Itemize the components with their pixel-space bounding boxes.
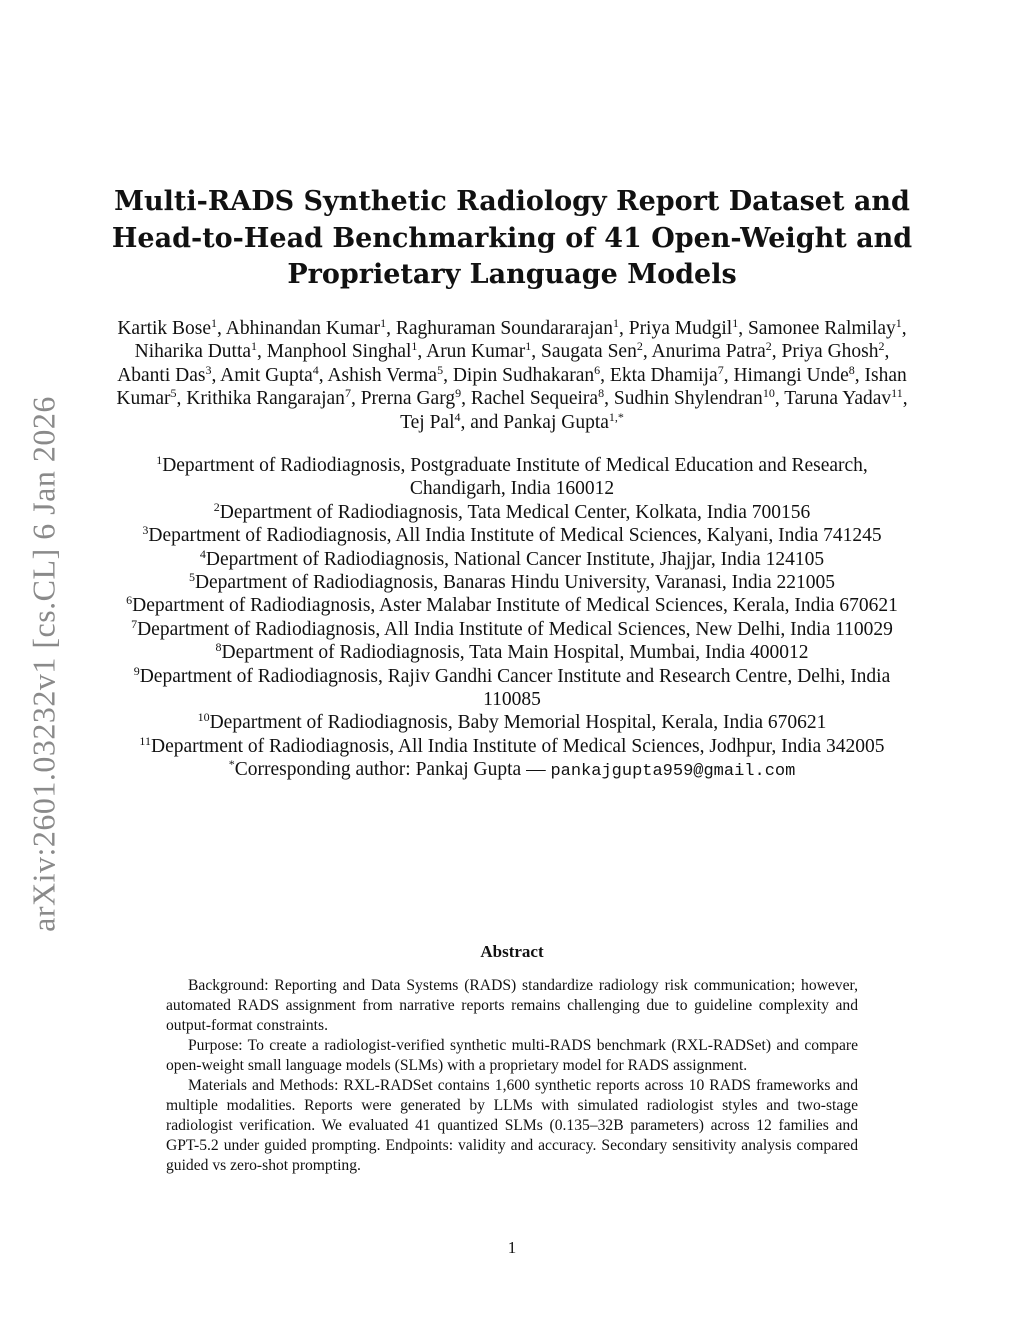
author-affil-mark: 8 <box>598 386 605 401</box>
affiliation-text: Department of Radiodiagnosis, Tata Main Hospital, Mumbai, India 400012 <box>221 642 809 664</box>
author <box>400 409 504 433</box>
affiliation-mark: 10 <box>197 710 210 725</box>
author-name: Raghuraman Soundararajan <box>395 318 613 339</box>
author-name: Sudhin Shylendran <box>613 388 763 410</box>
affiliation-text: Department of Radiodiagnosis, Tata Medical Center, Kolkata, India 700156 <box>219 501 811 523</box>
author <box>226 318 396 339</box>
author-separator: , <box>461 388 471 410</box>
author-name: Niharika Dutta <box>134 341 252 363</box>
author-separator: , <box>723 364 734 386</box>
author <box>733 362 865 386</box>
abstract-heading: Abstract <box>480 942 544 961</box>
author-separator: , <box>417 341 427 363</box>
affiliation <box>110 524 914 547</box>
author-affil-mark: 7 <box>717 362 724 377</box>
affiliation-text: Department of Radiodiagnosis, Rajiv Gandhi Cancer Institute and Research Centre, Delhi, India 110085 <box>139 665 891 711</box>
author-name: Ashish Verma <box>327 364 438 386</box>
affiliation <box>110 711 914 734</box>
affiliation-text: Department of Radiodiagnosis, Postgraduate Institute of Medical Education and Research, Chandigarh, India 160012 <box>162 455 868 500</box>
author-separator: , <box>443 364 453 386</box>
affiliation <box>110 571 914 594</box>
corresponding-author <box>110 758 914 783</box>
author-name: Ishan Kumar <box>116 364 907 410</box>
author-affil-mark: 5 <box>437 362 444 377</box>
author-affil-mark: 1 <box>525 339 532 354</box>
author-affil-mark: 2 <box>636 339 643 354</box>
author-name: Abhinandan Kumar <box>225 318 381 339</box>
author-name: Prerna Garg <box>360 388 456 410</box>
author-name: Manphool Singhal <box>266 341 412 363</box>
author <box>117 318 225 339</box>
affiliation-mark: 1 <box>156 453 163 467</box>
author-list <box>110 317 914 434</box>
author-separator: , <box>901 318 907 339</box>
author-affil-mark: 1 <box>732 316 739 330</box>
affiliation-text: Department of Radiodiagnosis, Aster Malabar Institute of Medical Sciences, Kerala, India 670621 <box>132 595 898 617</box>
author-separator: , <box>604 388 614 410</box>
author <box>609 362 734 386</box>
author-name: Samonee Ralmilay <box>747 318 896 339</box>
affiliation-list <box>110 454 914 784</box>
author-affil-mark: 6 <box>594 362 601 377</box>
author-separator: , and <box>460 411 504 433</box>
affiliation-mark: 7 <box>131 616 138 631</box>
affiliation <box>110 618 914 641</box>
author <box>327 362 453 386</box>
affiliation <box>110 454 914 501</box>
affiliation-mark: 9 <box>133 663 140 678</box>
author-affil-mark: 2 <box>878 339 885 354</box>
author-separator: , <box>211 364 221 386</box>
author <box>396 318 629 339</box>
author-separator: , <box>642 341 652 363</box>
affiliation-text: Department of Radiodiagnosis, Baby Memorial Hospital, Kerala, India 670621 <box>209 712 827 734</box>
abstract-paragraph: Background: Reporting and Data Systems (RADS) standardize radiology risk communication; however, automated RADS assignment from narrative reports remains challenging due to guideline complexity and output-format constraints. <box>166 977 858 1034</box>
author-name: Krithika Rangarajan <box>186 388 345 410</box>
author-affil-mark: 11 <box>891 386 903 401</box>
author-name: Kartik Bose <box>117 318 212 339</box>
affiliation-text: Department of Radiodiagnosis, Banaras Hindu University, Varanasi, India 221005 <box>194 572 836 594</box>
author-affil-mark: 4 <box>312 362 319 377</box>
author <box>426 341 541 362</box>
author-affil-mark: 1 <box>895 316 902 330</box>
author-affil-mark: 1 <box>380 316 387 330</box>
abstract-body <box>166 976 858 1176</box>
author-separator: , <box>350 388 361 410</box>
author-separator: , <box>884 341 890 363</box>
author-affil-mark: 7 <box>344 386 351 401</box>
author <box>652 341 782 362</box>
corresponding-label: Corresponding author: Pankaj Gupta — <box>234 759 551 781</box>
email-link[interactable]: pankajgupta959@gmail.com <box>550 762 796 782</box>
author-separator: , <box>738 318 748 339</box>
author-name: Dipin Sudhakaran <box>452 364 595 386</box>
author <box>629 318 748 339</box>
author-affil-mark: 1,* <box>608 409 624 424</box>
author <box>452 362 610 386</box>
author-affil-mark: 3 <box>205 362 212 377</box>
author <box>267 341 426 362</box>
affiliation-text: Department of Radiodiagnosis, All India Institute of Medical Sciences, New Delhi, India 110029 <box>137 618 893 640</box>
corresponding-mark: * <box>228 757 235 772</box>
affiliation <box>110 501 914 524</box>
author-affil-mark: 9 <box>455 386 462 401</box>
abstract-paragraph: Purpose: To create a radiologist-verified synthetic multi-RADS benchmark (RXL-RADSet) and compare open-weight small language models (SLMs) with a proprietary model for RADS assignment. <box>166 1037 858 1074</box>
author-name: Abanti Das <box>117 364 206 386</box>
author-affil-mark: 1 <box>251 339 258 354</box>
author-name: Pankaj Gupta <box>503 411 609 433</box>
affiliation <box>110 641 914 664</box>
paper-title: Multi-RADS Synthetic Radiology Report Dataset and Head-to-Head Benchmarking of 41 Open-Weight and Proprietary Language Models <box>111 186 913 290</box>
author <box>471 388 614 409</box>
affiliation <box>110 548 914 571</box>
author-name: Tej Pal <box>400 411 455 433</box>
author <box>117 362 221 386</box>
author <box>614 388 784 409</box>
affiliation <box>110 735 914 758</box>
author-name: Saugata Sen <box>540 341 637 363</box>
author-name: Himangi Unde <box>733 364 849 386</box>
author-separator: , <box>771 341 782 363</box>
author-affil-mark: 8 <box>848 362 855 377</box>
affiliation-mark: 4 <box>199 546 206 561</box>
author-name: Rachel Sequeira <box>470 388 599 410</box>
author-affil-mark: 5 <box>170 386 177 401</box>
affiliation <box>110 594 914 617</box>
author-separator: , <box>774 388 785 410</box>
affiliation-mark: 8 <box>215 640 222 655</box>
author <box>220 362 328 386</box>
author <box>503 409 624 433</box>
author-name: Anurima Patra <box>651 341 766 363</box>
author-affil-mark: 1 <box>411 339 418 354</box>
author <box>748 318 907 339</box>
author <box>784 388 907 409</box>
author-name: Taruna Yadav <box>784 388 892 410</box>
author <box>361 388 471 409</box>
affiliation-text: Department of Radiodiagnosis, All India Institute of Medical Sciences, Jodhpur, India 342005 <box>150 735 885 757</box>
author-separator: , <box>618 318 629 339</box>
author-name: Amit Gupta <box>220 364 313 386</box>
author <box>186 388 360 409</box>
affiliation <box>110 665 914 712</box>
affiliation-mark: 11 <box>139 733 151 748</box>
author-affil-mark: 10 <box>762 386 775 401</box>
author <box>135 341 267 362</box>
author-separator: , <box>854 364 865 386</box>
affiliation-text: Department of Radiodiagnosis, All India Institute of Medical Sciences, Kalyani, India 741245 <box>148 525 882 547</box>
author-name: Arun Kumar <box>426 341 526 363</box>
author-separator: , <box>600 364 610 386</box>
abstract-paragraph: Materials and Methods: RXL-RADSet contains 1,600 synthetic reports across 10 RADS frameworks and multiple modalities. Reports were generated by LLMs with simulated radiologist styles and two-stage radiologist verification. We evaluated 41 quantized SLMs (0.135–32B parameters) across 12 families and GPT-5.2 under guided prompting. Endpoints: validity and accuracy. Secondary sensitivity analysis compared guided vs zero-shot prompting. <box>166 1077 858 1174</box>
affiliation-mark: 6 <box>126 593 133 608</box>
author-separator: , <box>217 318 226 339</box>
author <box>541 341 652 362</box>
author-separator: , <box>318 364 328 386</box>
affiliation-mark: 2 <box>213 499 220 514</box>
author-separator: , <box>257 341 267 363</box>
author-affil-mark: 2 <box>765 339 772 354</box>
author-name: Priya Ghosh <box>781 341 879 363</box>
author-name: Priya Mudgil <box>628 318 733 339</box>
page-number: 1 <box>507 1238 517 1257</box>
author-separator: , <box>902 388 908 410</box>
affiliation-mark: 3 <box>142 523 149 538</box>
author-affil-mark: 4 <box>454 409 461 424</box>
author-affil-mark: 1 <box>211 316 218 330</box>
author-separator: , <box>176 388 187 410</box>
author-affil-mark: 1 <box>612 316 619 330</box>
arxiv-side-stamp: arXiv:2601.03232v1 [cs.CL] 6 Jan 2026 <box>25 396 62 932</box>
affiliation-text: Department of Radiodiagnosis, National Cancer Institute, Jhajjar, India 124105 <box>205 548 825 570</box>
author-separator: , <box>531 341 541 363</box>
author-separator: , <box>386 318 396 339</box>
author-name: Ekta Dhamija <box>609 364 718 386</box>
affiliation-mark: 5 <box>188 570 195 585</box>
author <box>782 341 890 362</box>
